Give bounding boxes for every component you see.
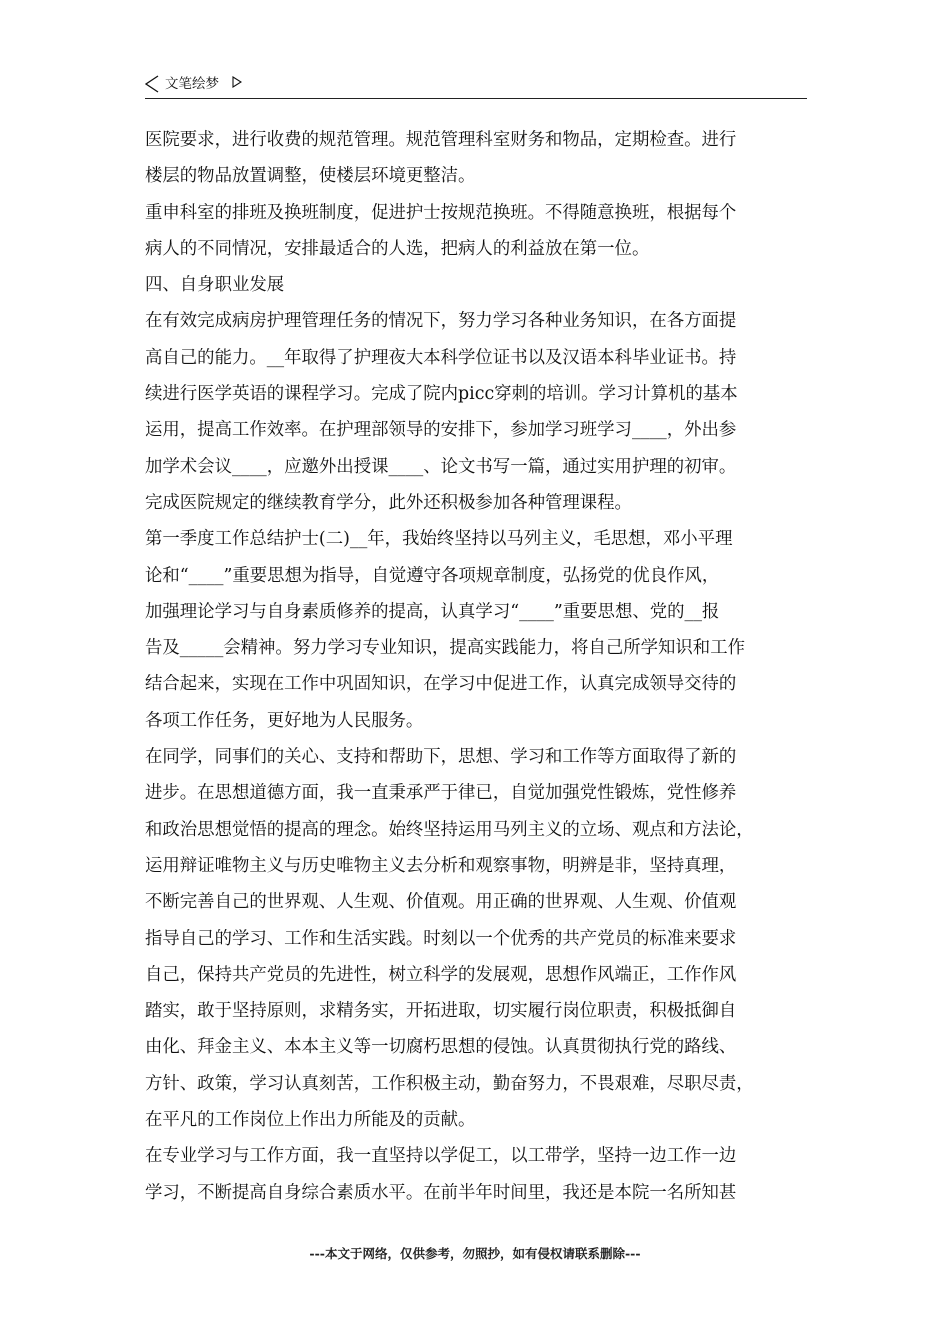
- text-line: 告及_____会精神。努力学习专业知识，提高实践能力，将自己所学知识和工作: [145, 638, 745, 659]
- text-line: 加强理论学习与自身素质修养的提高，认真学习“____”重要思想、党的__报: [145, 601, 720, 622]
- text-line: 完成医院规定的继续教育学分，此外还积极参加各种管理课程。: [145, 492, 632, 513]
- text-line: 和政治思想觉悟的提高的理念。始终坚持运用马列主义的立场、观点和方法论，: [145, 819, 754, 840]
- triangle-right-outline-icon: [232, 76, 242, 88]
- text-line: 指导自己的学习、工作和生活实践。时刻以一个优秀的共产党员的标准来要求: [145, 928, 737, 949]
- text-line: 第一季度工作总结护士(二)__年，我始终坚持以马列主义，毛思想，邓小平理: [145, 529, 733, 550]
- document-body: [145, 122, 825, 1211]
- text-line: 病人的不同情况，安排最适合的人选，把病人的利益放在第一位。: [145, 238, 650, 259]
- text-line: 进步。在思想道德方面，我一直秉承严于律已，自觉加强党性锻炼，党性修养: [145, 783, 737, 804]
- text-line: 加学术会议____，应邀外出授课____、论文书写一篇，通过实用护理的初审。: [145, 456, 737, 477]
- text-line: 医院要求，进行收费的规范管理。规范管理科室财务和物品，定期检查。进行: [145, 130, 737, 150]
- text-line: 在同学，同事们的关心、支持和帮助下，思想、学习和工作等方面取得了新的: [145, 747, 737, 768]
- text-line: 重申科室的排班及换班制度，促进护士按规范换班。不得随意换班，根据每个: [145, 202, 737, 223]
- text-line: 在平凡的工作岗位上作出力所能及的贡献。: [145, 1110, 476, 1131]
- text-line: 续进行医学英语的课程学习。完成了院内picc穿刺的培训。学习计算机的基本: [145, 384, 738, 405]
- text-line: 在专业学习与工作方面，我一直坚持以学促工，以工带学，坚持一边工作一边: [145, 1146, 737, 1167]
- text-line: 踏实，敢于坚持原则，求精务实，开拓进取，切实履行岗位职责，积极抵御自: [145, 1001, 737, 1022]
- text-line: 四、自身职业发展: [145, 275, 285, 296]
- text-line: 各项工作任务，更好地为人民服务。: [145, 710, 424, 731]
- text-line: 楼层的物品放置调整，使楼层环境更整洁。: [145, 166, 476, 187]
- text-line: 论和“____”重要思想为指导，自觉遵守各项规章制度，弘扬党的优良作风，: [145, 565, 720, 586]
- text-line: 由化、拜金主义、本本主义等一切腐朽思想的侵蚀。认真贯彻执行党的路线、: [145, 1037, 737, 1058]
- text-line: 不断完善自己的世界观、人生观、价值观。用正确的世界观、人生观、价值观: [145, 892, 737, 913]
- header-title: 文笔绘梦: [165, 76, 219, 92]
- text-line: 自己，保持共产党员的先进性，树立科学的发展观，思想作风端正，工作作风: [145, 964, 737, 985]
- text-line: 运用辩证唯物主义与历史唯物主义去分析和观察事物，明辨是非，坚持真理，: [145, 855, 737, 876]
- text-line: 运用，提高工作效率。在护理部领导的安排下，参加学习班学习____，外出参: [145, 420, 737, 441]
- text-line: 高自己的能力。__年取得了护理夜大本科学位证书以及汉语本科毕业证书。持: [145, 347, 737, 368]
- text-line: 结合起来，实现在工作中巩固知识，在学习中促进工作，认真完成领导交待的: [145, 674, 737, 695]
- triangle-left-outline-icon: [145, 75, 159, 93]
- text-line: 方针、政策，学习认真刻苦，工作积极主动，勤奋努力，不畏艰难，尽职尽责，: [145, 1073, 754, 1094]
- text-line: 学习，不断提高自身综合素质水平。在前半年时间里，我还是本院一名所知甚: [145, 1182, 737, 1203]
- text-line: 在有效完成病房护理管理任务的情况下，努力学习各种业务知识，在各方面提: [145, 311, 737, 332]
- footer-disclaimer: ---本文于网络，仅供参考，勿照抄，如有侵权请联系删除---: [309, 1246, 641, 1261]
- page-header: [145, 72, 807, 99]
